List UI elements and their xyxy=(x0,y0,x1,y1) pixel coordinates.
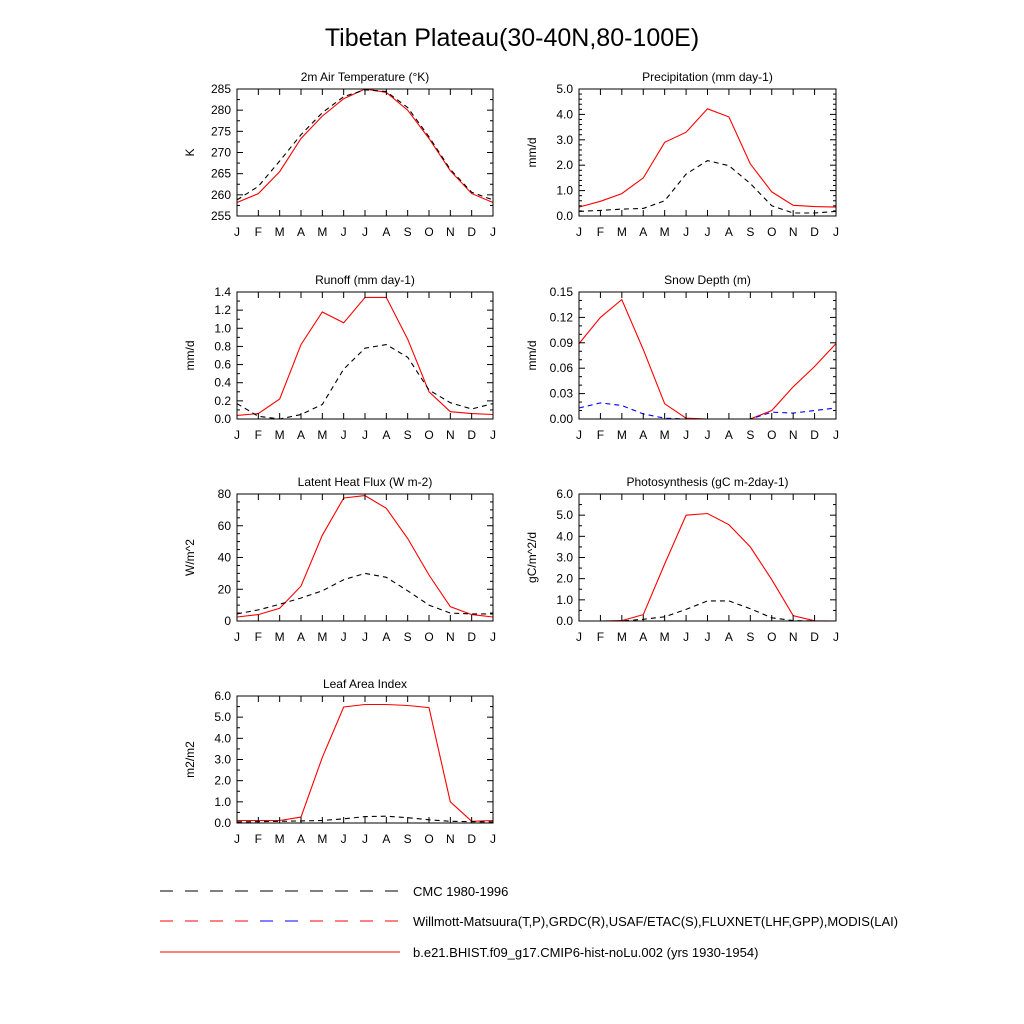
series-line-obs xyxy=(237,90,493,200)
chart-panel xyxy=(525,475,839,644)
y-tick-label: 1.0 xyxy=(556,592,573,607)
x-tick-label: J xyxy=(490,225,496,239)
x-tick-label: A xyxy=(296,630,306,644)
y-tick-label: 40 xyxy=(217,550,231,565)
x-tick-label: A xyxy=(639,225,648,239)
x-tick-label: J xyxy=(576,428,582,442)
x-tick-label: J xyxy=(234,428,240,442)
x-tick-label: O xyxy=(767,630,777,644)
x-tick-label: S xyxy=(746,428,755,442)
y-tick-label: 260 xyxy=(210,187,231,202)
x-tick-label: J xyxy=(683,225,690,239)
x-tick-label: J xyxy=(362,225,368,239)
y-tick-label: 6.0 xyxy=(214,689,231,703)
y-axis-label: mm/d xyxy=(183,340,197,371)
x-tick-label: D xyxy=(810,225,819,239)
y-tick-label: 5.0 xyxy=(556,82,573,96)
x-tick-label: A xyxy=(639,428,648,442)
y-tick-label: 2.0 xyxy=(214,773,231,788)
chart-title: 2m Air Temperature (°K) xyxy=(300,70,430,84)
x-tick-label: N xyxy=(788,225,798,239)
chart-panel xyxy=(525,70,839,239)
series-line-model xyxy=(579,300,836,419)
y-tick-label: 20 xyxy=(217,582,231,597)
y-tick-label: 1.0 xyxy=(556,183,573,198)
y-tick-label: 255 xyxy=(210,209,231,223)
chart-title: Latent Heat Flux (W m-2) xyxy=(297,475,433,489)
y-tick-label: 1.2 xyxy=(214,303,231,318)
x-tick-label: J xyxy=(234,630,240,644)
chart-title: Runoff (mm day-1) xyxy=(315,273,415,287)
x-tick-label: J xyxy=(490,832,496,846)
y-tick-label: 3.0 xyxy=(556,550,573,565)
x-tick-label: F xyxy=(254,832,263,846)
x-tick-label: A xyxy=(382,630,391,644)
chart-panel xyxy=(183,273,496,442)
figure-title: Tibetan Plateau(30-40N,80-100E) xyxy=(324,24,700,52)
x-tick-label: J xyxy=(340,832,347,846)
y-tick-label: 3.0 xyxy=(556,132,573,147)
x-tick-label: M xyxy=(274,428,285,442)
x-tick-label: J xyxy=(704,630,711,644)
x-tick-label: M xyxy=(317,832,328,846)
chart-panels xyxy=(183,70,839,846)
series-line-obs xyxy=(237,345,493,419)
y-tick-label: 0.0 xyxy=(214,412,231,426)
y-tick-label: 1.4 xyxy=(214,285,231,299)
y-tick-label: 0.8 xyxy=(214,339,231,354)
chart-panel xyxy=(183,70,496,239)
x-tick-label: M xyxy=(659,225,670,239)
x-tick-label: J xyxy=(704,428,711,442)
x-tick-label: M xyxy=(616,428,627,442)
x-tick-label: D xyxy=(467,225,477,239)
x-tick-label: D xyxy=(810,630,819,644)
chart-panel xyxy=(525,273,839,442)
x-tick-label: S xyxy=(403,225,412,239)
y-tick-label: 0.2 xyxy=(214,393,231,408)
chart-title: Leaf Area Index xyxy=(322,677,408,691)
x-tick-label: N xyxy=(445,630,455,644)
y-tick-label: 0.09 xyxy=(549,335,573,350)
x-tick-label: D xyxy=(467,428,477,442)
plot-frame xyxy=(237,696,493,823)
x-tick-label: O xyxy=(767,225,777,239)
x-tick-label: M xyxy=(274,832,285,846)
x-tick-label: F xyxy=(596,630,605,644)
y-tick-label: 4.0 xyxy=(556,107,573,122)
series-line-model xyxy=(237,705,493,822)
y-tick-label: 2.0 xyxy=(556,158,573,173)
x-tick-label: J xyxy=(362,630,368,644)
legend xyxy=(160,884,898,960)
y-tick-label: 0.4 xyxy=(214,375,231,390)
y-tick-label: 80 xyxy=(217,487,231,501)
x-tick-label: J xyxy=(490,428,496,442)
x-tick-label: M xyxy=(317,428,328,442)
y-tick-label: 0.03 xyxy=(549,386,573,401)
y-tick-label: 280 xyxy=(210,103,231,118)
y-tick-label: 275 xyxy=(210,124,231,139)
legend-item xyxy=(160,884,508,899)
x-tick-label: N xyxy=(788,428,798,442)
chart-title: Snow Depth (m) xyxy=(664,273,751,287)
x-tick-label: D xyxy=(467,832,477,846)
x-tick-label: F xyxy=(596,428,605,442)
y-axis-label: K xyxy=(183,148,197,157)
y-tick-label: 0.12 xyxy=(549,310,573,325)
x-tick-label: N xyxy=(445,428,455,442)
y-tick-label: 265 xyxy=(210,166,231,181)
chart-panel xyxy=(183,475,496,644)
x-tick-label: O xyxy=(424,832,434,846)
x-tick-label: J xyxy=(833,630,839,644)
legend-label: b.e21.BHIST.f09_g17.CMIP6-hist-noLu.002 (yrs 1930-1954) xyxy=(413,945,759,960)
x-tick-label: M xyxy=(274,225,285,239)
x-tick-label: A xyxy=(639,630,648,644)
x-tick-label: A xyxy=(382,225,391,239)
y-tick-label: 5.0 xyxy=(556,508,573,523)
x-tick-label: O xyxy=(424,630,434,644)
series-line-model xyxy=(237,496,493,617)
x-tick-label: J xyxy=(340,428,347,442)
y-tick-label: 3.0 xyxy=(214,752,231,767)
x-tick-label: J xyxy=(833,428,839,442)
y-tick-label: 0.6 xyxy=(214,357,231,372)
x-tick-label: M xyxy=(659,630,670,644)
y-tick-label: 60 xyxy=(217,518,231,533)
x-tick-label: A xyxy=(296,832,306,846)
y-axis-label: mm/d xyxy=(525,137,539,168)
y-tick-label: 0.06 xyxy=(549,361,573,376)
y-tick-label: 270 xyxy=(210,145,231,160)
x-tick-label: J xyxy=(234,832,240,846)
x-tick-label: S xyxy=(403,428,412,442)
y-tick-label: 1.0 xyxy=(214,794,231,809)
x-tick-label: O xyxy=(767,428,777,442)
x-tick-label: D xyxy=(467,630,477,644)
x-tick-label: S xyxy=(746,630,755,644)
y-tick-label: 0.00 xyxy=(549,412,573,426)
x-tick-label: M xyxy=(317,225,328,239)
plot-frame xyxy=(579,89,836,216)
x-tick-label: J xyxy=(340,630,347,644)
x-tick-label: S xyxy=(403,832,412,846)
x-tick-label: N xyxy=(445,832,455,846)
x-tick-label: O xyxy=(424,225,434,239)
y-tick-label: 6.0 xyxy=(556,487,573,501)
x-tick-label: J xyxy=(683,630,690,644)
series-line-model xyxy=(579,109,836,207)
series-line-model xyxy=(237,297,493,415)
x-tick-label: M xyxy=(317,630,328,644)
chart-title: Photosynthesis (gC m-2day-1) xyxy=(626,475,789,489)
legend-item xyxy=(160,945,758,960)
x-tick-label: N xyxy=(445,225,455,239)
x-tick-label: M xyxy=(274,630,285,644)
plot-frame xyxy=(237,494,493,621)
series-line-model xyxy=(237,89,493,203)
x-tick-label: J xyxy=(362,832,368,846)
y-tick-label: 285 xyxy=(210,82,231,96)
y-axis-label: m2/m2 xyxy=(183,741,197,778)
plot-frame xyxy=(579,292,836,419)
x-tick-label: S xyxy=(746,225,755,239)
x-tick-label: D xyxy=(810,428,819,442)
chart-panel xyxy=(183,677,496,846)
x-tick-label: F xyxy=(596,225,605,239)
x-tick-label: J xyxy=(362,428,368,442)
y-axis-label: W/m^2 xyxy=(183,539,197,576)
x-tick-label: F xyxy=(254,225,263,239)
x-tick-label: F xyxy=(254,428,263,442)
y-axis-label: mm/d xyxy=(525,340,539,371)
x-tick-label: J xyxy=(576,225,582,239)
x-tick-label: A xyxy=(296,225,306,239)
x-tick-label: J xyxy=(683,428,690,442)
x-tick-label: J xyxy=(704,225,711,239)
x-tick-label: J xyxy=(490,630,496,644)
x-tick-label: J xyxy=(340,225,347,239)
legend-label: CMC 1980-1996 xyxy=(413,884,509,899)
x-tick-label: A xyxy=(382,428,391,442)
x-tick-label: N xyxy=(788,630,798,644)
y-tick-label: 0.0 xyxy=(556,209,573,223)
y-tick-label: 1.0 xyxy=(214,321,231,336)
x-tick-label: F xyxy=(254,630,263,644)
y-tick-label: 4.0 xyxy=(214,731,231,746)
plot-frame xyxy=(237,89,493,216)
y-tick-label: 0.0 xyxy=(214,816,231,830)
x-tick-label: J xyxy=(576,630,582,644)
y-tick-label: 2.0 xyxy=(556,571,573,586)
x-tick-label: A xyxy=(724,428,733,442)
x-tick-label: S xyxy=(403,630,412,644)
x-tick-label: M xyxy=(659,428,670,442)
x-tick-label: A xyxy=(382,832,391,846)
series-line-model xyxy=(579,514,836,622)
x-tick-label: J xyxy=(833,225,839,239)
y-tick-label: 4.0 xyxy=(556,529,573,544)
plot-frame xyxy=(237,292,493,419)
y-axis-label: gC/m^2/d xyxy=(525,532,539,583)
x-tick-label: M xyxy=(616,225,627,239)
y-tick-label: 5.0 xyxy=(214,710,231,725)
x-tick-label: M xyxy=(616,630,627,644)
y-tick-label: 0 xyxy=(224,614,231,628)
y-tick-label: 0.0 xyxy=(556,614,573,628)
legend-label: Willmott-Matsuura(T,P),GRDC(R),USAF/ETAC(S),FLUXNET(LHF,GPP),MODIS(LAI) xyxy=(413,914,899,929)
x-tick-label: J xyxy=(234,225,240,239)
x-tick-label: A xyxy=(724,225,733,239)
chart-title: Precipitation (mm day-1) xyxy=(642,70,773,84)
x-tick-label: O xyxy=(424,428,434,442)
x-tick-label: A xyxy=(724,630,733,644)
x-tick-label: A xyxy=(296,428,306,442)
legend-item xyxy=(160,914,898,929)
y-tick-label: 0.15 xyxy=(549,285,573,299)
